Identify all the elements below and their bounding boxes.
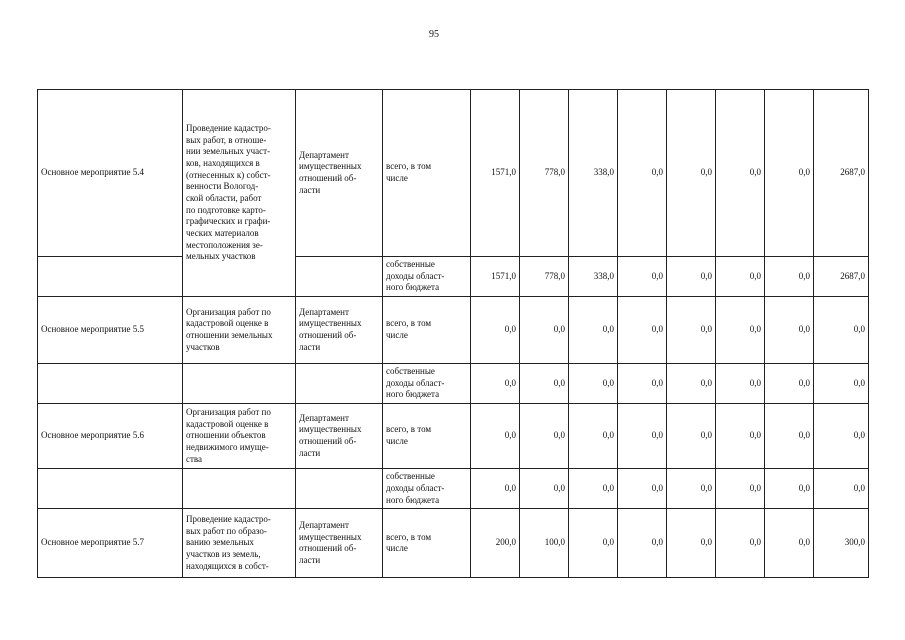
value-cell: 0,0: [716, 297, 765, 364]
value-cell: 100,0: [520, 509, 569, 578]
value-cell: 0,0: [716, 404, 765, 469]
value-cell: 0,0: [765, 90, 814, 257]
value-cell: 0,0: [520, 404, 569, 469]
value-cell: 0,0: [471, 364, 520, 404]
value-cell: 1571,0: [471, 90, 520, 257]
value-cell: 0,0: [667, 509, 716, 578]
value-cell: 0,0: [618, 469, 667, 509]
value-cell: 0,0: [765, 404, 814, 469]
funding-source-cell: собственные доходы област- ного бюджета: [383, 257, 471, 297]
value-cell: 778,0: [520, 257, 569, 297]
funding-source-cell: всего, в том числе: [383, 90, 471, 257]
value-cell: 0,0: [667, 469, 716, 509]
value-cell: 338,0: [569, 90, 618, 257]
department-cell: Департамент имущественных отношений об- ласти: [296, 90, 383, 257]
value-cell: 0,0: [569, 404, 618, 469]
table-row: [38, 257, 869, 297]
value-cell: 2687,0: [814, 257, 869, 297]
value-cell: 0,0: [569, 509, 618, 578]
department-cell: Департамент имущественных отношений об- ласти: [296, 509, 383, 578]
table-row: [38, 469, 869, 509]
department-cell: Департамент имущественных отношений об- ласти: [296, 404, 383, 469]
value-cell: 778,0: [520, 90, 569, 257]
value-cell: 200,0: [471, 509, 520, 578]
value-cell: 0,0: [814, 364, 869, 404]
value-cell: 0,0: [569, 469, 618, 509]
value-cell: 0,0: [520, 469, 569, 509]
value-cell: 0,0: [618, 364, 667, 404]
value-cell: 0,0: [618, 509, 667, 578]
table-row: [38, 509, 869, 578]
event-cell: Основное мероприятие 5.5: [38, 297, 183, 364]
description-cell: Организация работ по кадастровой оценке в отношении земельных участков: [183, 297, 296, 364]
event-cell: [38, 469, 183, 509]
value-cell: 0,0: [667, 90, 716, 257]
funding-source-cell: собственные доходы област- ного бюджета: [383, 364, 471, 404]
value-cell: 0,0: [716, 257, 765, 297]
value-cell: 0,0: [471, 469, 520, 509]
budget-table: [37, 89, 869, 578]
description-cell: [183, 364, 296, 404]
value-cell: 0,0: [618, 404, 667, 469]
value-cell: 0,0: [569, 297, 618, 364]
value-cell: 0,0: [814, 404, 869, 469]
event-cell: Основное мероприятие 5.6: [38, 404, 183, 469]
department-cell: Департамент имущественных отношений об- ласти: [296, 297, 383, 364]
value-cell: 0,0: [667, 404, 716, 469]
value-cell: 0,0: [765, 509, 814, 578]
value-cell: 0,0: [667, 257, 716, 297]
description-cell: [183, 469, 296, 509]
value-cell: 0,0: [667, 364, 716, 404]
value-cell: 0,0: [716, 364, 765, 404]
funding-source-cell: всего, в том числе: [383, 297, 471, 364]
value-cell: 0,0: [814, 297, 869, 364]
funding-source-cell: всего, в том числе: [383, 509, 471, 578]
event-cell: Основное мероприятие 5.4: [38, 90, 183, 257]
value-cell: 0,0: [716, 469, 765, 509]
value-cell: 300,0: [814, 509, 869, 578]
value-cell: 0,0: [716, 509, 765, 578]
department-cell: [296, 469, 383, 509]
value-cell: 0,0: [569, 364, 618, 404]
event-cell: [38, 257, 183, 297]
value-cell: 0,0: [765, 469, 814, 509]
event-cell: [38, 364, 183, 404]
value-cell: 338,0: [569, 257, 618, 297]
value-cell: 0,0: [667, 297, 716, 364]
table-body: [38, 90, 869, 578]
table-row: [38, 404, 869, 469]
value-cell: 0,0: [520, 364, 569, 404]
description-cell: Проведение кадастро- вых работ по образо- ванию земельных участков из земель, находящихся в собст-: [183, 509, 296, 578]
value-cell: 0,0: [716, 90, 765, 257]
table-row: [38, 297, 869, 364]
value-cell: 2687,0: [814, 90, 869, 257]
value-cell: 0,0: [520, 297, 569, 364]
value-cell: 0,0: [765, 364, 814, 404]
event-cell: Основное мероприятие 5.7: [38, 509, 183, 578]
value-cell: 0,0: [618, 297, 667, 364]
funding-source-cell: всего, в том числе: [383, 404, 471, 469]
value-cell: 0,0: [765, 257, 814, 297]
value-cell: 0,0: [471, 404, 520, 469]
page-number: 95: [429, 29, 439, 40]
description-cell: Организация работ по кадастровой оценке в отношении объектов недвижимого имуще- ства: [183, 404, 296, 469]
value-cell: 0,0: [471, 297, 520, 364]
table-row: [38, 90, 869, 257]
funding-source-cell: собственные доходы област- ного бюджета: [383, 469, 471, 509]
value-cell: 0,0: [618, 257, 667, 297]
table-row: [38, 364, 869, 404]
value-cell: 0,0: [618, 90, 667, 257]
value-cell: 0,0: [814, 469, 869, 509]
department-cell: [296, 257, 383, 297]
department-cell: [296, 364, 383, 404]
value-cell: 0,0: [765, 297, 814, 364]
value-cell: 1571,0: [471, 257, 520, 297]
description-cell: Проведение кадастро- вых работ, в отноше- нии земельных участ- ков, находящихся в (отнесенных к) собст- венности Вологод- ской области, работ по подготовке карто- графических и графи- ческих материалов местоположения зе- мельных участков: [183, 90, 296, 297]
